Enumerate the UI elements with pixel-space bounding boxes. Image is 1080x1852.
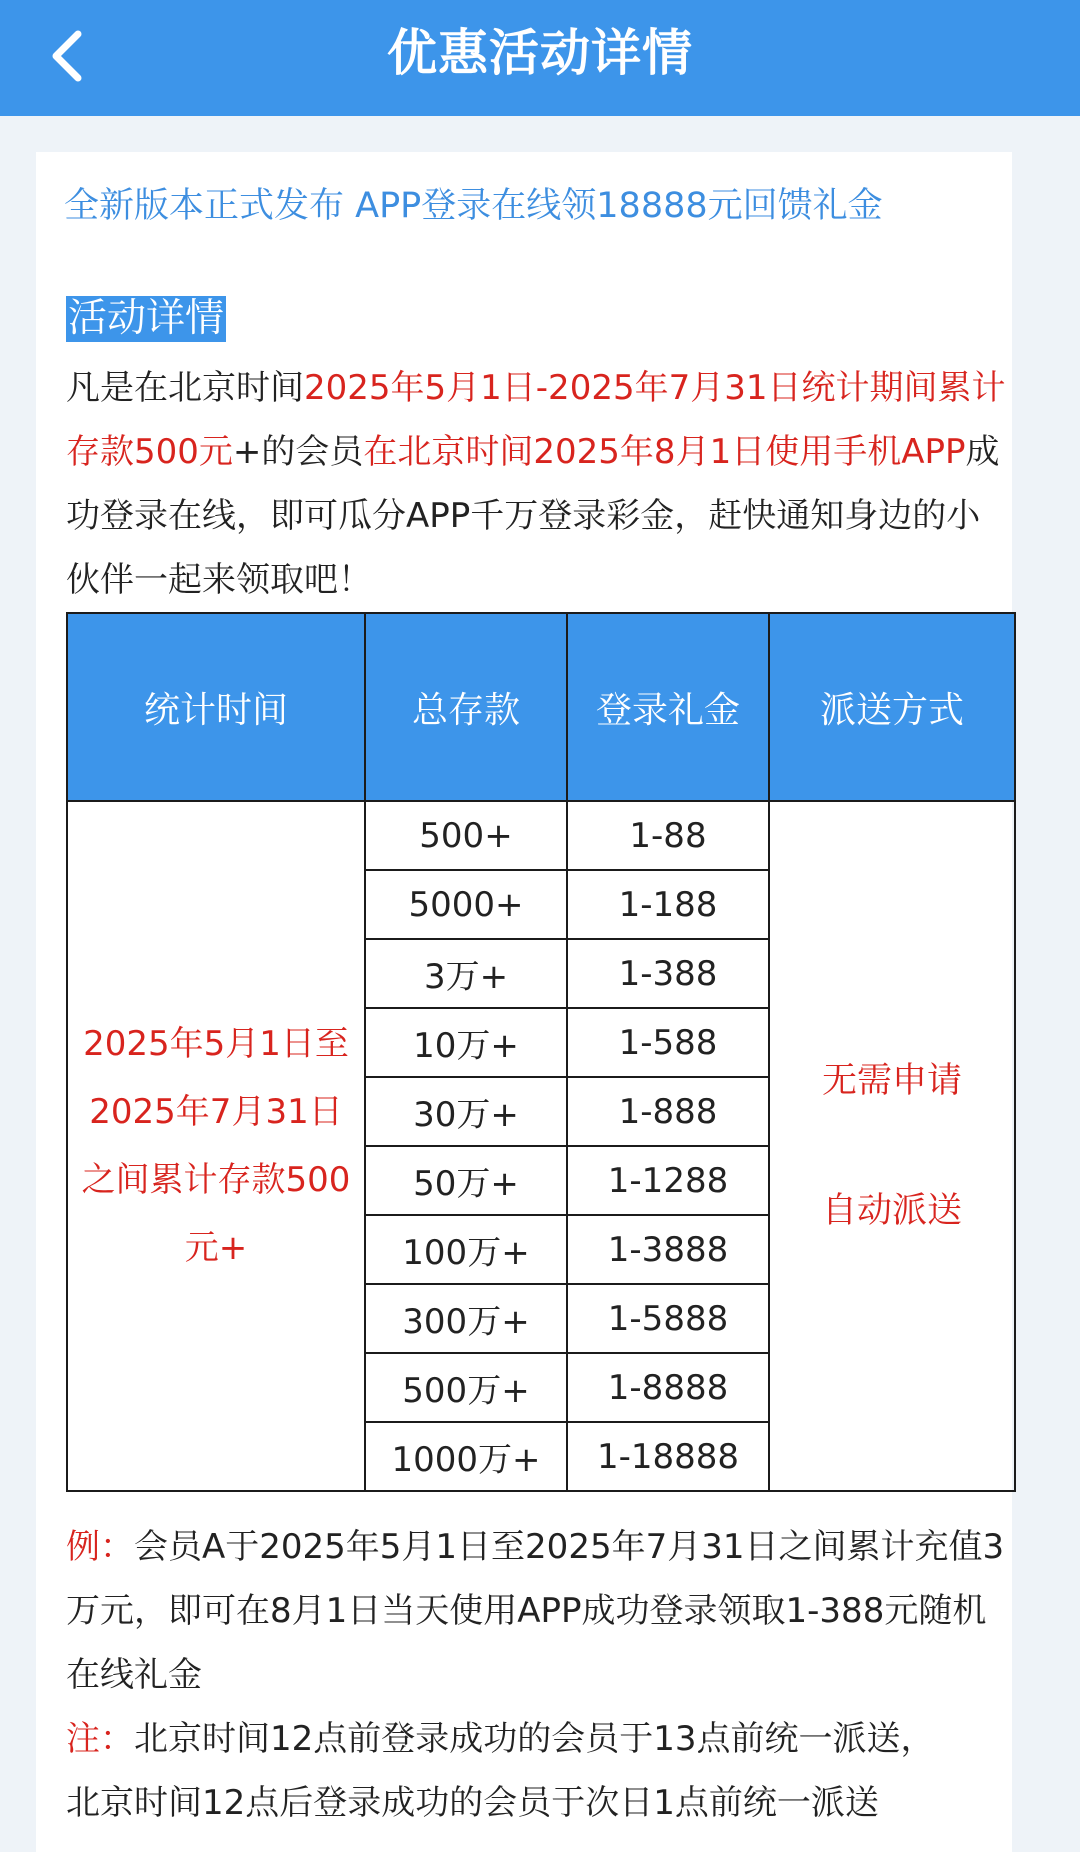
intro-text-2: +的会员 bbox=[232, 432, 364, 472]
notes-section bbox=[66, 1515, 1012, 1835]
example-label: 例： bbox=[66, 1527, 134, 1567]
deposit-cell: 3万+ bbox=[365, 939, 567, 1008]
bonus-cell: 1-8888 bbox=[567, 1353, 769, 1422]
example-paragraph bbox=[66, 1515, 1012, 1707]
example-text: 会员A于2025年5月1日至2025年7月31日之间累计充值3万元，即可在8月1日当天使用APP成功登录领取1-388元随机在线礼金 bbox=[66, 1527, 1005, 1695]
period-line: 2025年7月31日 bbox=[89, 1092, 343, 1132]
deposit-cell: 500万+ bbox=[365, 1353, 567, 1422]
bonus-table bbox=[66, 612, 1016, 1492]
period-line: 2025年5月1日至 bbox=[83, 1024, 349, 1064]
deposit-cell: 300万+ bbox=[365, 1284, 567, 1353]
deposit-cell: 50万+ bbox=[365, 1146, 567, 1215]
period-cell bbox=[67, 801, 365, 1491]
deposit-cell: 5000+ bbox=[365, 870, 567, 939]
intro-login-date: 在北京时间2025年8月1日使用手机APP bbox=[363, 432, 966, 472]
bonus-cell: 1-5888 bbox=[567, 1284, 769, 1353]
deposit-cell: 10万+ bbox=[365, 1008, 567, 1077]
bonus-cell: 1-18888 bbox=[567, 1422, 769, 1491]
header-bonus: 登录礼金 bbox=[567, 613, 769, 801]
dispatch-cell bbox=[769, 801, 1015, 1491]
intro-text-3: 成功登录在线，即可瓜分APP千万登录彩金，赶快通知身边的小伙伴一起来领取吧！ bbox=[66, 432, 1000, 600]
bonus-cell: 1-388 bbox=[567, 939, 769, 1008]
bonus-table-wrap bbox=[66, 612, 1014, 1492]
header-deposit: 总存款 bbox=[365, 613, 567, 801]
section-title: 活动详情 bbox=[68, 296, 225, 341]
header-dispatch: 派送方式 bbox=[769, 613, 1015, 801]
period-line: 之间累计存款500 bbox=[81, 1160, 351, 1200]
period-line: 元+ bbox=[184, 1228, 248, 1268]
intro-period: 2025年5月1日-2025年7月31日统计期间累计存款500元 bbox=[66, 368, 1006, 472]
intro-text-1: 凡是在北京时间 bbox=[66, 368, 304, 408]
bonus-cell: 1-888 bbox=[567, 1077, 769, 1146]
table-row bbox=[67, 801, 1015, 870]
dispatch-line: 无需申请 bbox=[821, 1061, 962, 1101]
deposit-cell: 1000万+ bbox=[365, 1422, 567, 1491]
top-bar bbox=[0, 0, 1080, 116]
note-line-1: 北京时间12点前登录成功的会员于13点前统一派送， bbox=[134, 1719, 935, 1759]
note-label: 注： bbox=[66, 1719, 134, 1759]
note-line-2: 北京时间12点后登录成功的会员于次日1点前统一派送 bbox=[66, 1783, 879, 1823]
header-period: 统计时间 bbox=[67, 613, 365, 801]
bonus-cell: 1-588 bbox=[567, 1008, 769, 1077]
deposit-cell: 500+ bbox=[365, 801, 567, 870]
bonus-cell: 1-188 bbox=[567, 870, 769, 939]
promo-headline: 全新版本正式发布 APP登录在线领18888元回馈礼金 bbox=[64, 186, 883, 226]
page-title: 优惠活动详情 bbox=[387, 24, 693, 82]
intro-paragraph bbox=[66, 356, 1012, 612]
dispatch-line: 自动派送 bbox=[821, 1191, 962, 1231]
bonus-cell: 1-3888 bbox=[567, 1215, 769, 1284]
deposit-cell: 100万+ bbox=[365, 1215, 567, 1284]
bonus-cell: 1-1288 bbox=[567, 1146, 769, 1215]
table-header-row bbox=[67, 613, 1015, 801]
deposit-cell: 30万+ bbox=[365, 1077, 567, 1146]
bonus-cell: 1-88 bbox=[567, 801, 769, 870]
